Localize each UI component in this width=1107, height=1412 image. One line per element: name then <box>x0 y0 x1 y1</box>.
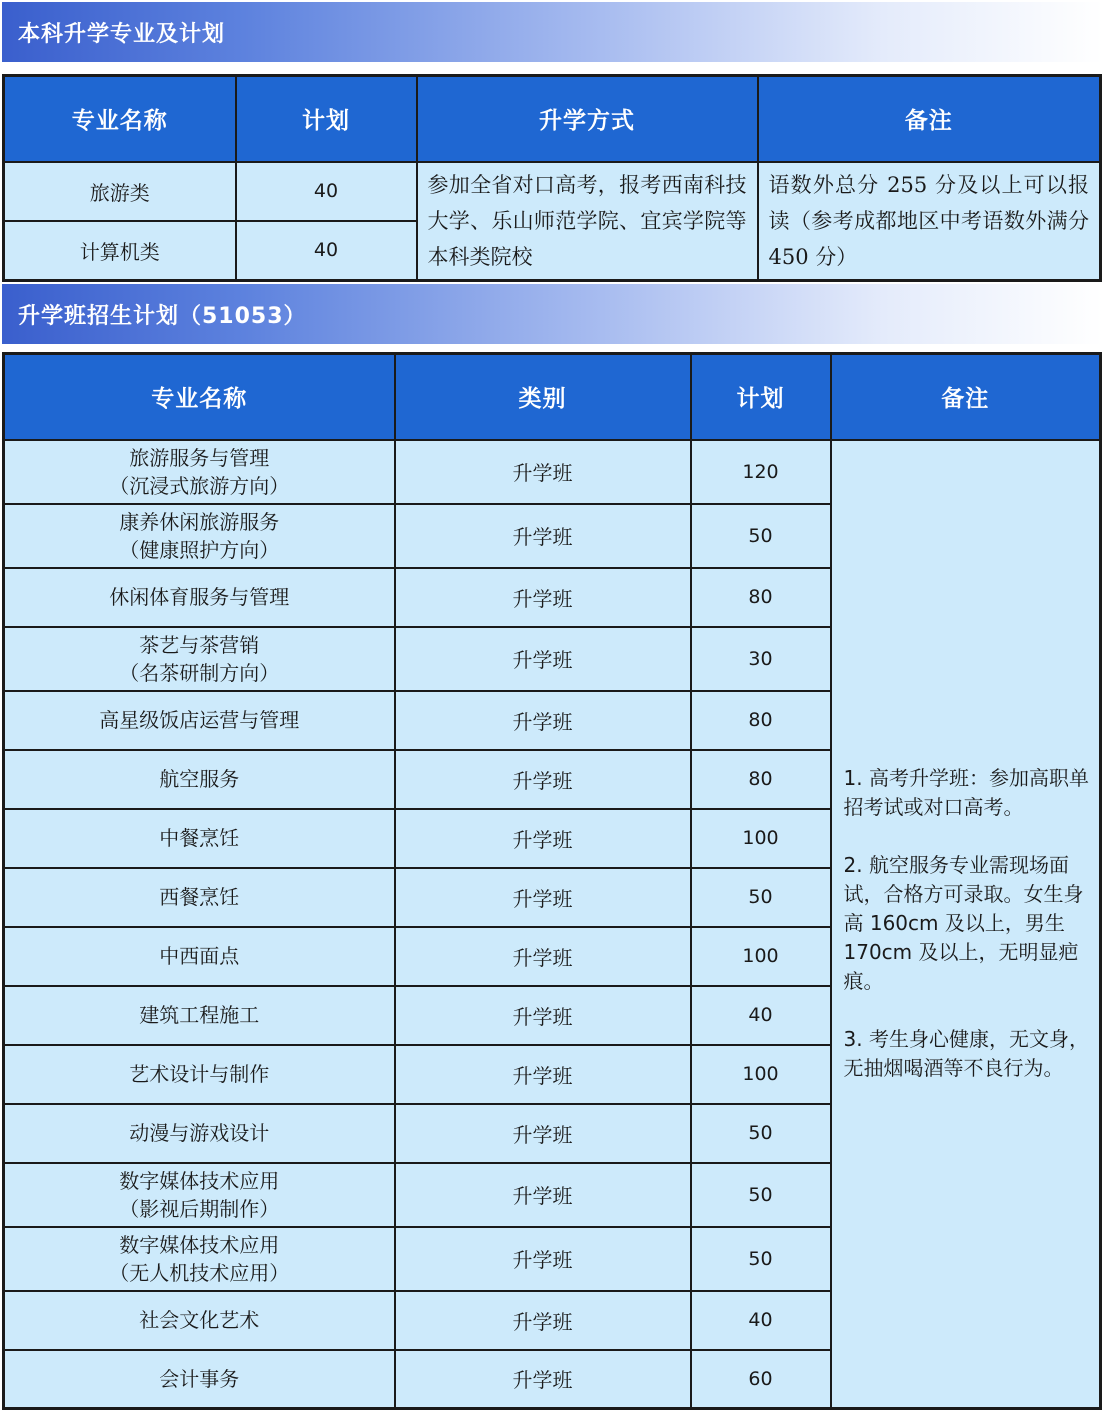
major-name: 中西面点 <box>159 944 240 968</box>
major-direction: （无人机技术应用） <box>109 1260 290 1285</box>
plan-cell: 100 <box>691 1045 831 1104</box>
major-name-cell <box>4 750 395 809</box>
section-title-enrollment <box>2 284 1103 344</box>
major-name-cell <box>4 986 395 1045</box>
table-row <box>4 162 1101 221</box>
major-name: 西餐烹饪 <box>159 885 240 909</box>
category-cell: 升学班 <box>395 568 691 627</box>
plan-cell: 40 <box>691 986 831 1045</box>
remark-item: 2. 航空服务专业需现场面试，合格方可录取。女生身高 160cm 及以上，男生 170cm 及以上，无明显疤痕。 <box>843 853 1084 994</box>
major-name: 建筑工程施工 <box>139 1003 260 1027</box>
header-note: 备注 <box>758 76 1101 162</box>
category-cell: 升学班 <box>395 927 691 986</box>
category-cell: 升学班 <box>395 440 691 504</box>
major-name-cell <box>4 1227 395 1291</box>
plan-cell: 50 <box>691 1227 831 1291</box>
category-cell: 升学班 <box>395 1227 691 1291</box>
header-major-name: 专业名称 <box>4 354 395 440</box>
major-name: 高星级饭店运营与管理 <box>99 708 300 732</box>
major-name: 动漫与游戏设计 <box>129 1121 270 1145</box>
section-title-text: 升学班招生计划（51053） <box>18 303 307 329</box>
plan-cell: 40 <box>236 221 417 280</box>
major-name-cell <box>4 809 395 868</box>
major-name-cell <box>4 691 395 750</box>
method-cell: 参加全省对口高考，报考西南科技大学、乐山师范学院、宜宾学院等本科类院校 <box>417 162 758 281</box>
category-cell: 升学班 <box>395 868 691 927</box>
category-cell: 升学班 <box>395 1350 691 1409</box>
major-name: 艺术设计与制作 <box>129 1062 270 1086</box>
category-cell: 升学班 <box>395 809 691 868</box>
note-cell: 语数外总分 255 分及以上可以报读（参考成都地区中考语数外满分 450 分） <box>758 162 1101 281</box>
plan-cell: 80 <box>691 750 831 809</box>
major-name-cell <box>4 868 395 927</box>
major-name-cell <box>4 927 395 986</box>
header-plan: 计划 <box>236 76 417 162</box>
major-name: 休闲体育服务与管理 <box>109 585 290 609</box>
plan-cell: 40 <box>691 1291 831 1350</box>
major-name-cell <box>4 440 395 504</box>
section-title-undergrad <box>2 2 1103 62</box>
major-name-cell <box>4 1350 395 1409</box>
plan-cell: 50 <box>691 1163 831 1227</box>
category-cell: 升学班 <box>395 691 691 750</box>
major-direction: （名茶研制方向） <box>119 660 280 685</box>
major-name: 中餐烹饪 <box>159 826 240 850</box>
section-title-text: 本科升学专业及计划 <box>18 21 226 47</box>
plan-cell: 30 <box>691 627 831 691</box>
remark-item: 1. 高考升学班：参加高职单招考试或对口高考。 <box>843 766 1089 820</box>
header-method: 升学方式 <box>417 76 758 162</box>
plan-cell: 80 <box>691 691 831 750</box>
major-direction: （影视后期制作） <box>119 1196 280 1221</box>
major-name-cell <box>4 1163 395 1227</box>
plan-cell: 60 <box>691 1350 831 1409</box>
major-name: 会计事务 <box>159 1366 240 1391</box>
plan-cell: 40 <box>236 162 417 221</box>
major-name-cell <box>4 1291 395 1350</box>
major-direction: （沉浸式旅游方向） <box>109 473 290 498</box>
major-name: 旅游服务与管理 <box>129 445 270 470</box>
category-cell: 升学班 <box>395 1104 691 1163</box>
plan-cell: 80 <box>691 568 831 627</box>
header-category: 类别 <box>395 354 691 440</box>
major-name-cell <box>4 568 395 627</box>
remark-item: 3. 考生身心健康，无文身，无抽烟喝酒等不良行为。 <box>843 1027 1089 1081</box>
table-row <box>4 440 1101 504</box>
category-cell: 升学班 <box>395 627 691 691</box>
category-cell: 升学班 <box>395 504 691 568</box>
category-cell: 升学班 <box>395 1045 691 1104</box>
category-cell: 升学班 <box>395 1163 691 1227</box>
major-name-cell <box>4 1045 395 1104</box>
major-direction: （健康照护方向） <box>119 537 280 562</box>
plan-cell: 100 <box>691 927 831 986</box>
major-name: 康养休闲旅游服务 <box>119 509 280 534</box>
remarks-cell <box>831 440 1101 1409</box>
header-note: 备注 <box>831 354 1101 440</box>
major-name: 社会文化艺术 <box>139 1308 260 1332</box>
header-major-name: 专业名称 <box>4 76 236 162</box>
category-cell: 升学班 <box>395 986 691 1045</box>
plan-cell: 50 <box>691 1104 831 1163</box>
major-name: 数字媒体技术应用 <box>119 1232 280 1257</box>
category-cell: 升学班 <box>395 1291 691 1350</box>
major-name: 数字媒体技术应用 <box>119 1168 280 1193</box>
enrollment-plan-table <box>2 352 1102 1410</box>
plan-cell: 50 <box>691 868 831 927</box>
table-header-row <box>4 76 1101 162</box>
major-name-cell: 计算机类 <box>4 221 236 280</box>
plan-cell: 100 <box>691 809 831 868</box>
header-plan: 计划 <box>691 354 831 440</box>
major-name-cell <box>4 504 395 568</box>
major-name: 茶艺与茶营销 <box>139 632 260 657</box>
table-header-row <box>4 354 1101 440</box>
category-cell: 升学班 <box>395 750 691 809</box>
major-name-cell <box>4 627 395 691</box>
plan-cell: 50 <box>691 504 831 568</box>
major-name-cell: 旅游类 <box>4 162 236 221</box>
major-name: 航空服务 <box>159 767 240 791</box>
undergrad-plan-table <box>2 74 1102 282</box>
major-name-cell <box>4 1104 395 1163</box>
plan-cell: 120 <box>691 440 831 504</box>
